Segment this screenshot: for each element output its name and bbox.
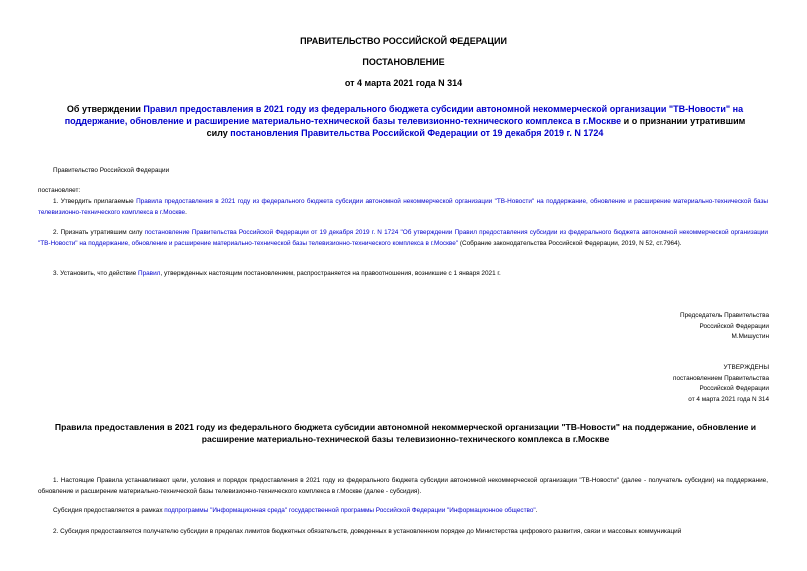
paragraph-1-link[interactable]: Правила предоставления в 2021 году из федерального бюджета субсидии автономной некоммерческой организации "ТВ-Новости" на поддержание, обновление и расширение материально-технической базы телевизионно-технического комплекса в г.Москве [38,198,768,216]
approved-line-2: постановлением Правительства [673,374,769,382]
paragraph-3-end: , утвержденных настоящим постановлением, распространяется на правоотношения, возникшие с 1 января 2021 г. [160,270,501,277]
signature-line-1: Председатель Правительства [680,312,769,319]
document-title [60,103,750,139]
rules-paragraph-1: 1. Настоящие Правила устанавливают цели, условия и порядок предоставления в 2021 году из федерального бюджета субсидии автономной некоммерческой организации "ТВ-Новости" (далее - получатель субсидии) на поддержание, обновление и расширение материально-технической базы телевизионно-технического комплекса в г.Москве (далее - субсидия). [38,477,768,495]
title-decree-link[interactable]: постановления Правительства Российской Федерации от 19 декабря 2019 г. N 1724 [230,128,604,138]
approved-line-4: от 4 марта 2021 года N 314 [688,395,769,403]
paragraph-1 [38,197,768,218]
signature-block [680,311,769,343]
paragraph-3-text: 3. Установить, что действие [53,270,138,277]
paragraph-2 [38,228,768,249]
rules-subprogram-link[interactable]: подпрограммы "Информационная среда" государственной программы Российской Федерации "Информационное общество" [164,507,536,514]
government-line: Правительство Российской Федерации [53,167,170,174]
title-middle: и о признании утратившим силу [206,116,746,138]
signature-line-2: Российской Федерации [699,322,769,330]
header-doc-type: ПОСТАНОВЛЕНИЕ [362,57,445,67]
paragraph-3 [38,269,768,280]
paragraph-1-text: 1. Утвердить прилагаемые [53,198,137,205]
approved-block [673,363,769,405]
paragraph-2-link[interactable]: постановление Правительства Российской Федерации от 19 декабря 2019 г. N 1724 "Об утверждении Правил предоставления субсидии из федерального бюджета автономной некоммерческой организации "ТВ-Новости" на поддержание, обновление и расширение материально-технической базы телевизионно-технического комплекса в г.Москве" [38,229,768,247]
signature-line-3: М.Мишустин [731,333,769,340]
approved-line-3: Российской Федерации [699,385,769,392]
header-government: ПРАВИТЕЛЬСТВО РОССИЙСКОЙ ФЕДЕРАЦИИ [300,36,507,46]
title-rules-link[interactable]: Правил предоставления в 2021 году из федерального бюджета субсидии автономной некоммерческой организации "ТВ-Новости" на поддержание, обновление и расширение материально-технической базы телевизионно-технического комплекса в г.Москве [64,104,744,126]
rules-paragraph-1b [38,506,768,517]
paragraph-2-end: (Собрание законодательства Российской Федерации, 2019, N 52, ст.7964). [458,239,682,247]
paragraph-2-text: 2. Признать утратившим силу [53,229,145,236]
rules-paragraph-2: 2. Субсидия предоставляется получателю субсидии в пределах лимитов бюджетных обязательств, доведенных в установленном порядке до Министерства цифрового развития, связи и массовых коммуникаций [53,528,682,535]
approved-line-1: УТВЕРЖДЕНЫ [723,364,769,371]
decides-line: постановляет: [38,187,81,194]
rules-title: Правила предоставления в 2021 году из федерального бюджета субсидии автономной некоммерческой организации "ТВ-Новости" на поддержание, обновление и расширение материально-технической базы телевизионно-технического комплекса в г.Москве [54,422,757,444]
paragraph-1-end: . [185,208,187,216]
header-date: от 4 марта 2021 года N 314 [344,78,463,88]
title-prefix: Об утверждении [66,104,144,114]
rules-paragraph-1b-end: . [535,507,538,514]
rules-paragraph-1b-text: Субсидия предоставляется в рамках [53,507,165,514]
paragraph-3-link[interactable]: Правил [137,270,161,277]
